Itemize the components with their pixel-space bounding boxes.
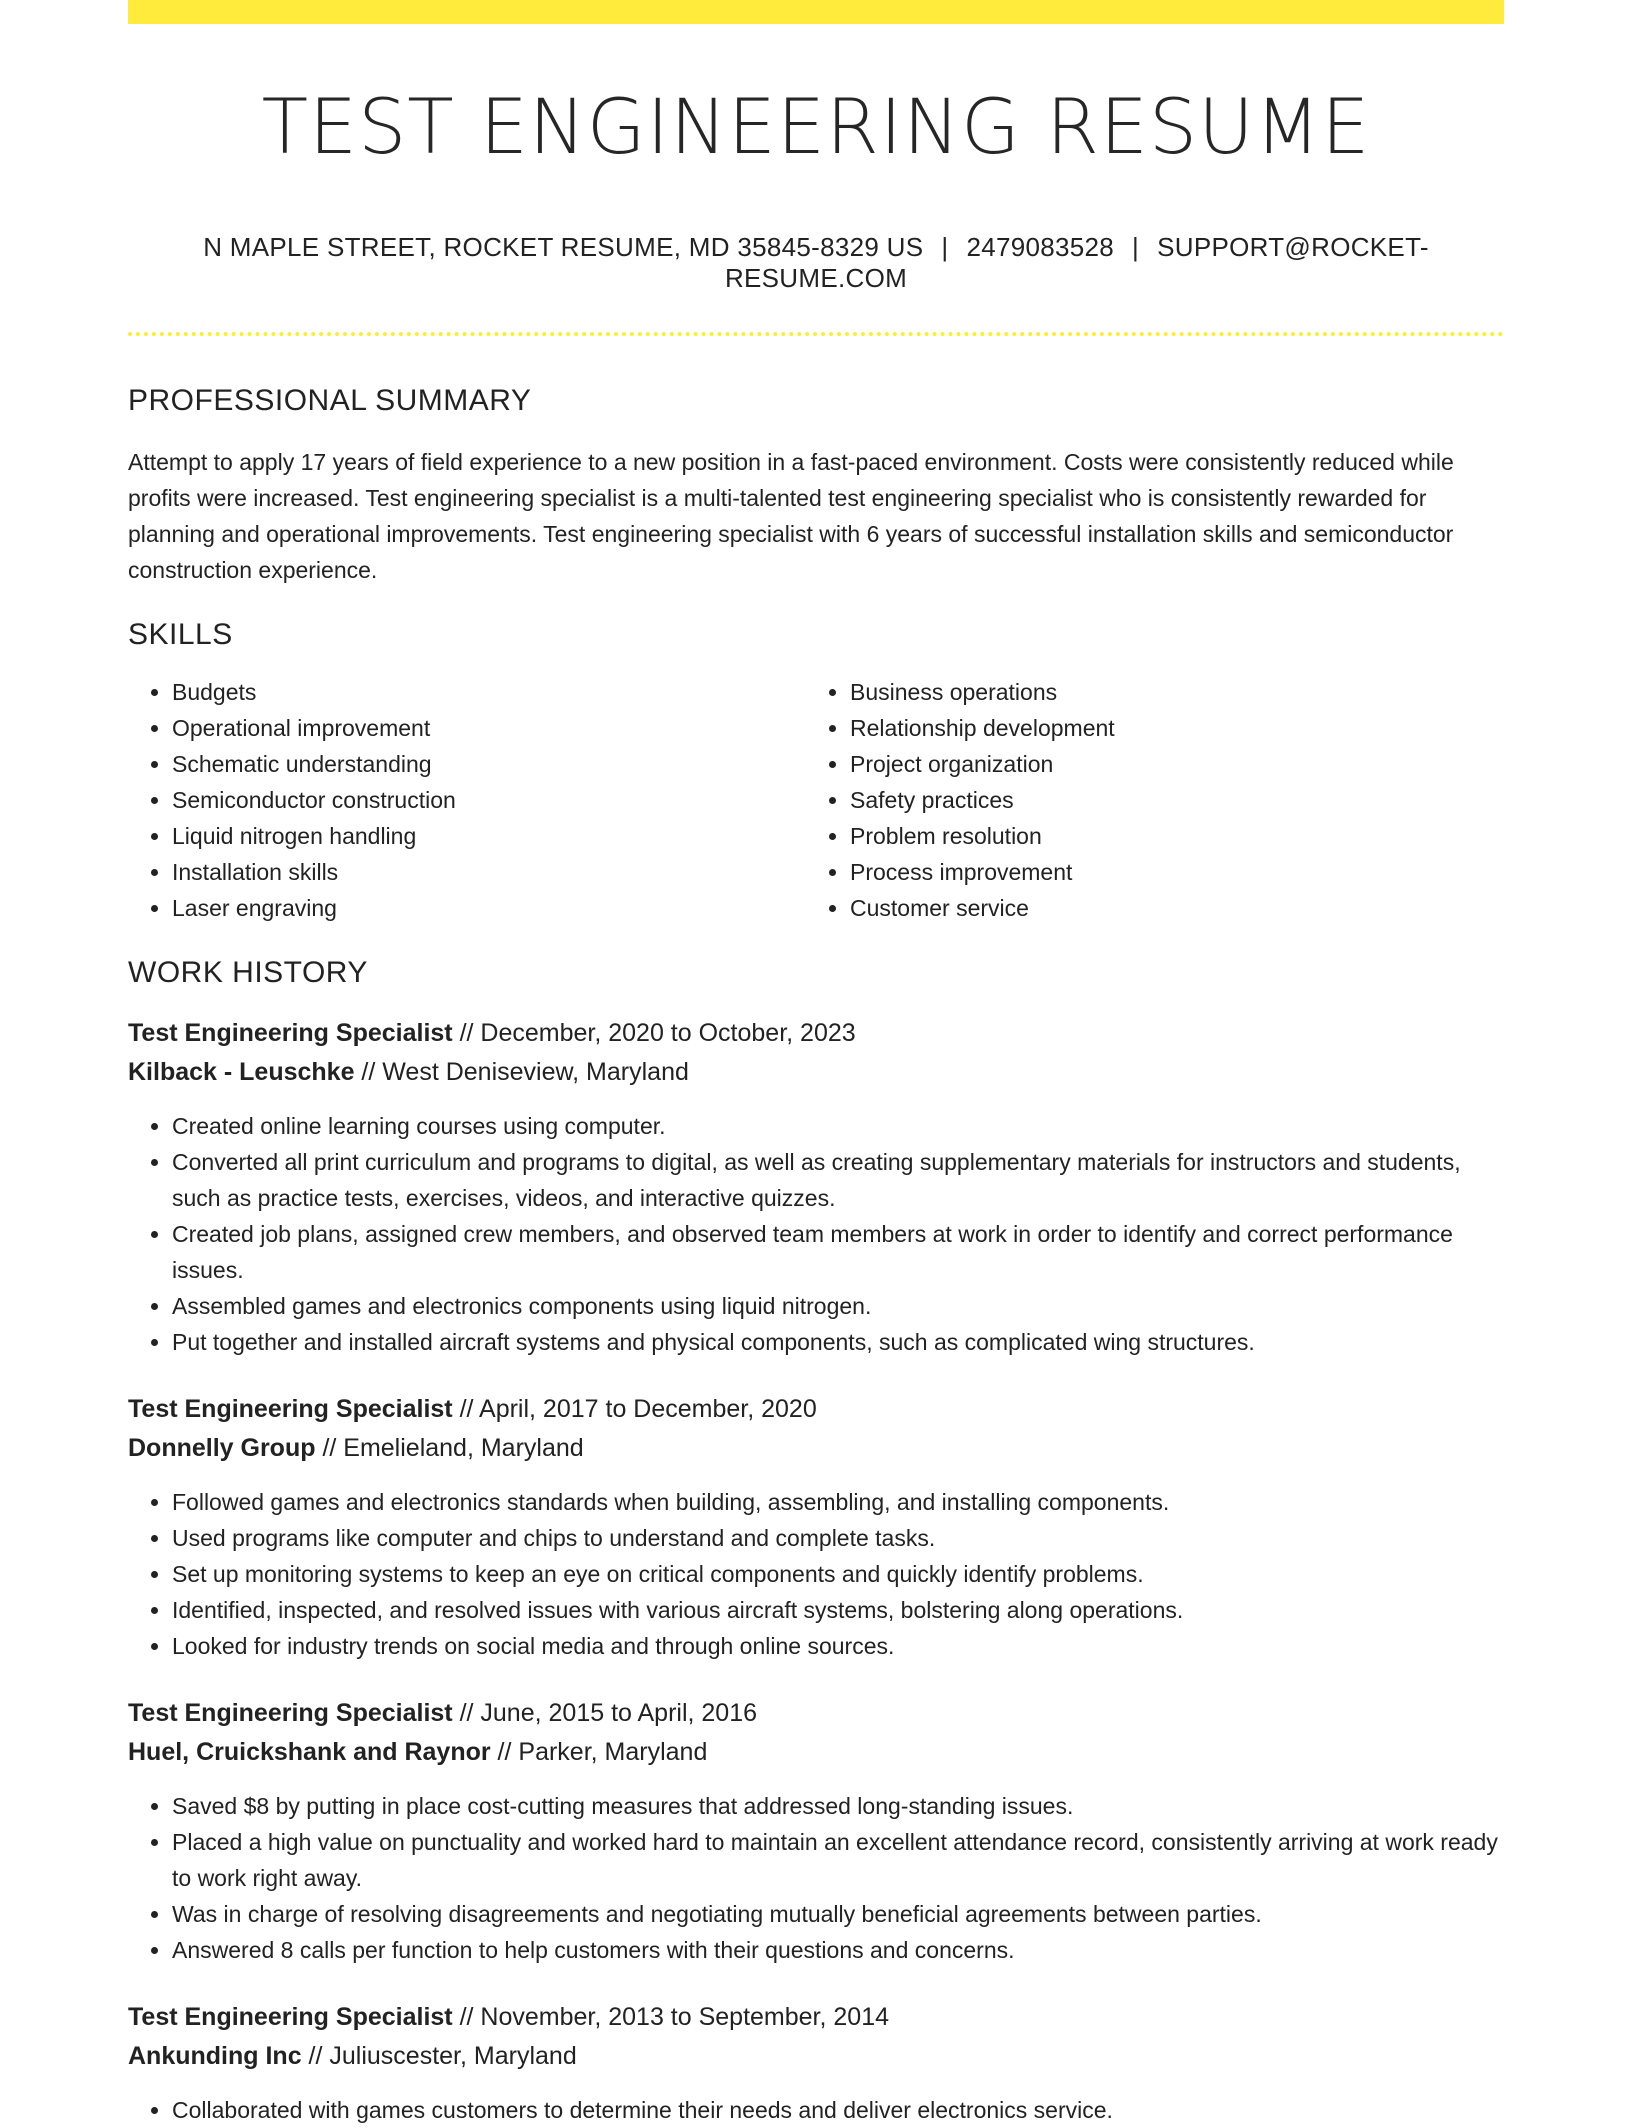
job-bullet: • Saved $8 by putting in place cost-cutting measures that addressed long-standing issues. [172,1788,1504,1824]
skills-columns [128,674,1504,926]
job-company-line [128,1733,1504,1772]
contact-separator: | [941,232,949,263]
job-title-line [128,1694,1504,1733]
job-title-line [128,1014,1504,1053]
job-dates: // April, 2017 to December, 2020 [452,1395,817,1424]
job-title: Test Engineering Specialist [128,2003,453,2032]
job-title: Test Engineering Specialist [128,1699,453,1728]
job-location: // West Deniseview, Maryland [354,1058,689,1087]
skill-item: • Operational improvement [172,710,806,746]
skill-item: • Semiconductor construction [172,782,806,818]
contact-email: SUPPORT@ROCKET-RESUME.COM [724,232,1429,294]
job-bullets [128,1484,1504,1664]
dotted-divider [128,332,1504,336]
job-bullet: • Identified, inspected, and resolved issues with various aircraft systems, bolstering along operations. [172,1592,1504,1628]
contact-phone: 2479083528 [966,232,1115,263]
job-bullets [128,1788,1504,1968]
job-bullet: • Put together and installed aircraft systems and physical components, such as complicated wing structures. [172,1324,1504,1360]
job-dates: // November, 2013 to September, 2014 [452,2003,890,2032]
skills-list-left [128,674,806,926]
job-entry [128,1694,1504,1968]
job-bullet: • Collaborated with games customers to determine their needs and deliver electronics service. [172,2092,1504,2128]
skills-heading: SKILLS [128,618,233,652]
job-company: Kilback - Leuschke [128,1058,355,1087]
job-location: // Emelieland, Maryland [315,1434,584,1463]
job-bullet: • Assembled games and electronics components using liquid nitrogen. [172,1288,1504,1324]
contact-address: N MAPLE STREET, ROCKET RESUME, MD 35845-8329 US [203,232,924,263]
resume-page [128,0,1504,2128]
resume-title: TEST ENGINEERING RESUME [261,82,1371,171]
work-history-heading: WORK HISTORY [128,956,368,990]
summary-heading: PROFESSIONAL SUMMARY [128,384,532,418]
contact-line [128,232,1504,294]
job-company-line [128,1053,1504,1092]
skill-item: • Customer service [850,890,1484,926]
job-title-line [128,1390,1504,1429]
job-dates: // December, 2020 to October, 2023 [452,1019,856,1048]
job-location: // Juliuscester, Maryland [301,2042,577,2071]
job-company-line [128,2037,1504,2076]
skill-item: • Budgets [172,674,806,710]
skill-item: • Laser engraving [172,890,806,926]
job-company: Donnelly Group [128,1434,316,1463]
skills-list-right [806,674,1484,926]
job-bullet: • Set up monitoring systems to keep an eye on critical components and quickly identify problems. [172,1556,1504,1592]
job-bullet: • Followed games and electronics standards when building, assembling, and installing components. [172,1484,1504,1520]
job-entry [128,1014,1504,1360]
skill-item: • Installation skills [172,854,806,890]
job-bullet: • Placed a high value on punctuality and worked hard to maintain an excellent attendance record, consistently arriving at work ready to work right away. [172,1824,1504,1896]
job-bullets [128,1108,1504,1360]
skill-item: • Schematic understanding [172,746,806,782]
job-bullet: • Used programs like computer and chips to understand and complete tasks. [172,1520,1504,1556]
skill-item: • Process improvement [850,854,1484,890]
job-title: Test Engineering Specialist [128,1019,453,1048]
skill-item: • Safety practices [850,782,1484,818]
job-bullet: • Converted all print curriculum and programs to digital, as well as creating supplementary materials for instructors and students, such as practice tests, exercises, videos, and interactive quizzes. [172,1144,1504,1216]
job-company-line [128,1429,1504,1468]
job-bullets [128,2092,1504,2128]
skill-item: • Business operations [850,674,1484,710]
job-entry [128,1390,1504,1664]
summary-text: Attempt to apply 17 years of field experience to a new position in a fast-paced environment. Costs were consistently reduced while profits were increased. Test engineering specialist is a multi-talented test engineering specialist who is consistently rewarded for planning and operational improvements. Test engineering specialist with 6 years of successful installation skills and semiconductor construction experience. [128,449,1454,584]
skill-item: • Problem resolution [850,818,1484,854]
job-company: Ankunding Inc [128,2042,302,2071]
job-bullet: • Answered 8 calls per function to help customers with their questions and concerns. [172,1932,1504,1968]
job-bullet: • Created online learning courses using computer. [172,1108,1504,1144]
accent-top-bar [128,0,1504,24]
job-company: Huel, Cruickshank and Raynor [128,1738,491,1767]
job-bullet: • Looked for industry trends on social media and through online sources. [172,1628,1504,1664]
job-dates: // June, 2015 to April, 2016 [452,1699,758,1728]
job-title: Test Engineering Specialist [128,1395,453,1424]
job-entry [128,1998,1504,2128]
job-bullet: • Created job plans, assigned crew members, and observed team members at work in order to identify and correct performance issues. [172,1216,1504,1288]
skill-item: • Liquid nitrogen handling [172,818,806,854]
job-title-line [128,1998,1504,2037]
job-location: // Parker, Maryland [490,1738,708,1767]
skill-item: • Relationship development [850,710,1484,746]
skill-item: • Project organization [850,746,1484,782]
job-bullet: • Was in charge of resolving disagreements and negotiating mutually beneficial agreements between parties. [172,1896,1504,1932]
contact-separator: | [1132,232,1140,263]
